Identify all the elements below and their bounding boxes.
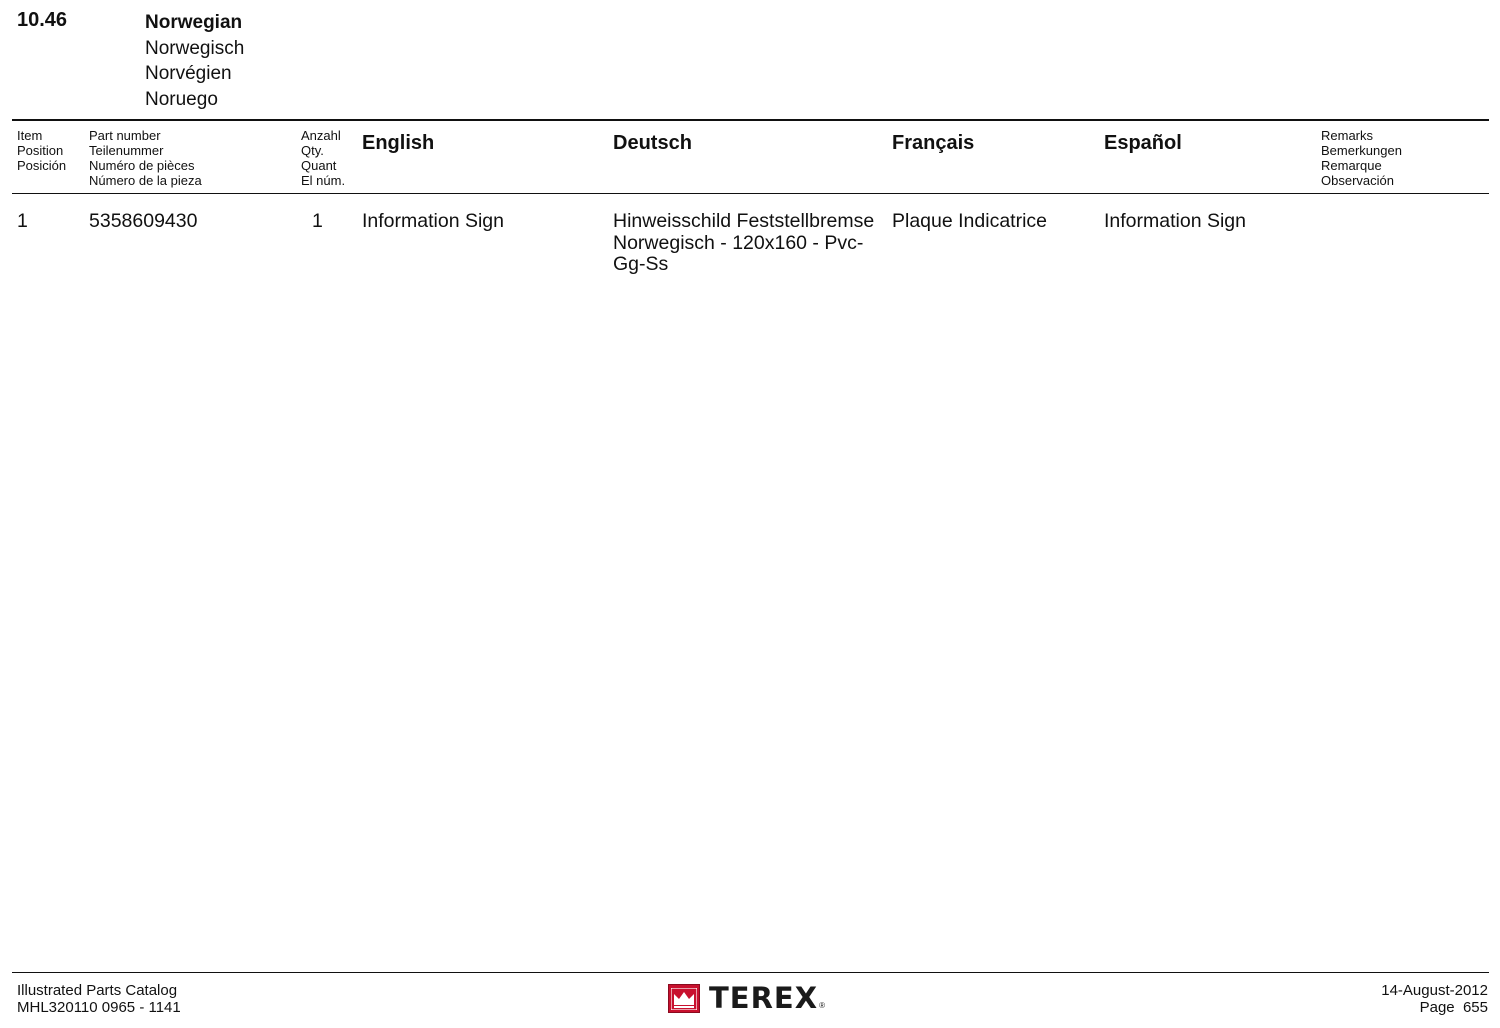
header-remarks-line: Remarks xyxy=(1321,128,1374,143)
header-qty-line: Anzahl xyxy=(301,128,341,143)
header-francais: Français xyxy=(892,132,975,154)
header-part-number xyxy=(89,128,202,188)
section-title xyxy=(145,10,244,112)
header-part-line: Número de la pieza xyxy=(89,173,202,188)
footer-catalog-code: MHL320110 0965 - 1141 xyxy=(17,999,181,1016)
cell-espanol: Information Sign xyxy=(1104,210,1246,232)
footer-date: 14-August-2012 xyxy=(1381,982,1488,999)
cell-deutsch: Hinweisschild Feststellbremse Norwegisch - 120x160 - Pvc-Gg-Ss xyxy=(613,210,875,275)
header-remarks-line: Remarque xyxy=(1321,158,1382,173)
header-remarks xyxy=(1321,128,1402,188)
top-divider xyxy=(12,119,1489,121)
header-part-line: Teilenummer xyxy=(89,143,164,158)
header-qty-line: Quant xyxy=(301,158,337,173)
header-remarks-line: Bemerkungen xyxy=(1321,143,1402,158)
cell-english: Information Sign xyxy=(362,210,504,232)
title-french: Norvégien xyxy=(145,63,232,84)
header-qty-line: El núm. xyxy=(301,173,346,188)
header-item-line: Position xyxy=(17,143,64,158)
section-number: 10.46 xyxy=(17,9,68,31)
terex-crown-icon xyxy=(668,984,700,1013)
cell-qty: 1 xyxy=(312,210,323,232)
cell-item: 1 xyxy=(17,210,28,232)
title-english: Norwegian xyxy=(145,12,243,33)
cell-francais: Plaque Indicatrice xyxy=(892,210,1048,232)
title-german: Norwegisch xyxy=(145,37,245,59)
header-english: English xyxy=(362,132,435,154)
footer-catalog-title: Illustrated Parts Catalog xyxy=(17,982,178,999)
header-part-line: Part number xyxy=(89,128,161,143)
footer-divider xyxy=(12,972,1489,973)
footer-date-page xyxy=(1381,982,1488,1016)
header-remarks-line: Observación xyxy=(1321,173,1394,188)
header-part-line: Numéro de pièces xyxy=(89,158,195,173)
header-deutsch: Deutsch xyxy=(613,132,692,154)
header-espanol: Español xyxy=(1104,132,1182,154)
cell-part-number: 5358609430 xyxy=(89,210,198,232)
header-divider xyxy=(12,193,1489,194)
header-item-line: Posición xyxy=(17,158,67,173)
header-item xyxy=(17,128,66,173)
registered-mark: ® xyxy=(819,1000,825,1010)
footer-catalog-info xyxy=(17,982,181,1016)
logo-wordmark: TEREX xyxy=(709,981,819,1015)
terex-logo xyxy=(668,983,825,1013)
header-item-line: Item xyxy=(17,128,43,143)
footer-page-number: Page 655 xyxy=(1419,999,1488,1016)
title-spanish: Noruego xyxy=(145,88,218,110)
header-qty xyxy=(301,128,345,188)
header-qty-line: Qty. xyxy=(301,143,324,158)
